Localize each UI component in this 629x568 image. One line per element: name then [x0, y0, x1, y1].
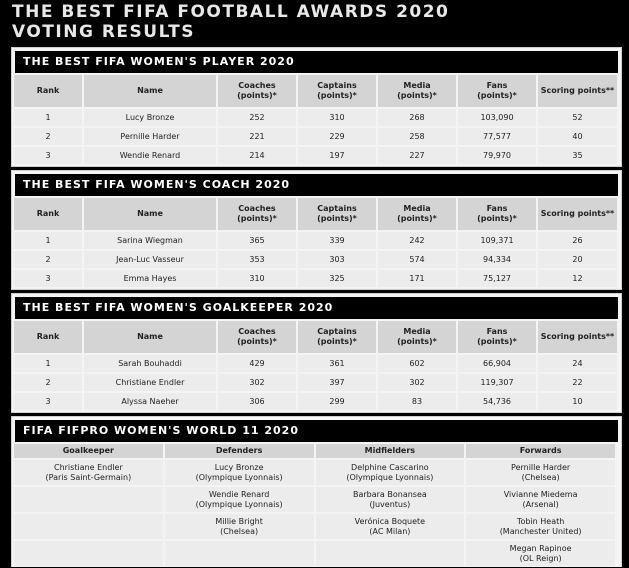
table-row — [14, 393, 617, 410]
table-row — [14, 355, 617, 372]
cell-fans: 66,904 — [458, 355, 536, 372]
col-header-captains: Captains (points)* — [298, 75, 376, 107]
page-title-line-2: VOTING RESULTS — [12, 22, 195, 42]
player-cell — [466, 514, 615, 539]
player-cell — [316, 514, 465, 539]
player-name: Vivianne Miedema — [503, 489, 578, 499]
col-header-position: Forwards — [466, 444, 615, 458]
player-cell — [466, 460, 615, 485]
player-club: (Olympique Lyonnais) — [195, 499, 283, 509]
player-name: Pernille Harder — [511, 462, 571, 472]
cell-captains: 361 — [298, 355, 376, 372]
coach-panel — [11, 170, 622, 290]
cell-coaches: 221 — [218, 128, 296, 145]
col-header-coaches: Coaches (points)* — [218, 198, 296, 230]
table-row — [14, 374, 617, 391]
player-name: Wendie Renard — [208, 489, 270, 499]
cell-fans: 79,970 — [458, 147, 536, 164]
cell-rank: 3 — [14, 270, 82, 287]
page-title-line-1: THE BEST FIFA FOOTBALL AWARDS 2020 — [12, 2, 450, 22]
cell-captains: 339 — [298, 232, 376, 249]
col-header-fans: Fans (points)* — [458, 75, 536, 107]
col-header-rank: Rank — [14, 321, 82, 353]
cell-fans: 109,371 — [458, 232, 536, 249]
player-club: (Olympique Lyonnais) — [346, 472, 434, 482]
cell-scoring: 35 — [538, 147, 617, 164]
cell-rank: 3 — [14, 147, 82, 164]
cell-fans: 75,127 — [458, 270, 536, 287]
table-header-row — [14, 444, 615, 458]
cell-scoring: 12 — [538, 270, 617, 287]
table-row — [14, 251, 617, 268]
table-header-row — [14, 198, 617, 230]
cell-name: Emma Hayes — [84, 270, 216, 287]
col-header-position: Goalkeeper — [14, 444, 163, 458]
cell-name: Christiane Endler — [84, 374, 216, 391]
player-club: (Arsenal) — [522, 499, 559, 509]
col-header-media: Media (points)* — [378, 75, 456, 107]
col-header-captains: Captains (points)* — [298, 198, 376, 230]
table-row — [14, 541, 615, 566]
cell-scoring: 40 — [538, 128, 617, 145]
cell-captains: 310 — [298, 109, 376, 126]
player-cell — [165, 487, 314, 512]
cell-captains: 229 — [298, 128, 376, 145]
col-header-scoring: Scoring points** — [538, 198, 617, 230]
goalkeeper-panel-title: THE BEST FIFA WOMEN'S GOALKEEPER 2020 — [15, 297, 618, 319]
player-club: (OL Reign) — [519, 553, 562, 563]
cell-coaches: 429 — [218, 355, 296, 372]
cell-fans: 103,090 — [458, 109, 536, 126]
col-header-coaches: Coaches (points)* — [218, 75, 296, 107]
table-row — [14, 232, 617, 249]
player-cell — [316, 487, 465, 512]
player-cell — [165, 460, 314, 485]
cell-media: 242 — [378, 232, 456, 249]
goalkeeper-panel — [11, 293, 622, 413]
player-name: Lucy Bronze — [214, 462, 264, 472]
player-club: (Chelsea) — [220, 526, 259, 536]
col-header-captains: Captains (points)* — [298, 321, 376, 353]
cell-scoring: 20 — [538, 251, 617, 268]
cell-media: 302 — [378, 374, 456, 391]
player-name: Christiane Endler — [53, 462, 123, 472]
cell-scoring: 22 — [538, 374, 617, 391]
col-header-name: Name — [84, 75, 216, 107]
cell-name: Jean-Luc Vasseur — [84, 251, 216, 268]
player-table — [12, 73, 619, 166]
cell-coaches: 302 — [218, 374, 296, 391]
player-cell — [165, 514, 314, 539]
cell-media: 258 — [378, 128, 456, 145]
player-cell — [14, 460, 163, 485]
player-cell — [316, 541, 465, 566]
cell-rank: 1 — [14, 355, 82, 372]
cell-rank: 1 — [14, 109, 82, 126]
table-row — [14, 460, 615, 485]
player-club: (Juventus) — [369, 499, 411, 509]
player-panel-title: THE BEST FIFA WOMEN'S PLAYER 2020 — [15, 51, 618, 73]
cell-captains: 397 — [298, 374, 376, 391]
cell-captains: 197 — [298, 147, 376, 164]
table-row — [14, 487, 615, 512]
col-header-position: Defenders — [165, 444, 314, 458]
coach-table — [12, 196, 619, 289]
cell-scoring: 10 — [538, 393, 617, 410]
page-title — [12, 2, 449, 42]
player-cell — [14, 487, 163, 512]
col-header-scoring: Scoring points** — [538, 321, 617, 353]
player-club: (Olympique Lyonnais) — [195, 472, 283, 482]
cell-media: 574 — [378, 251, 456, 268]
col-header-media: Media (points)* — [378, 198, 456, 230]
table-row — [14, 270, 617, 287]
player-cell — [14, 514, 163, 539]
cell-rank: 1 — [14, 232, 82, 249]
col-header-rank: Rank — [14, 75, 82, 107]
col-header-fans: Fans (points)* — [458, 198, 536, 230]
col-header-fans: Fans (points)* — [458, 321, 536, 353]
player-panel — [11, 47, 622, 167]
table-header-row — [14, 321, 617, 353]
world11-panel — [11, 416, 622, 567]
cell-captains: 325 — [298, 270, 376, 287]
coach-panel-title: THE BEST FIFA WOMEN'S COACH 2020 — [15, 174, 618, 196]
player-name: Megan Rapinoe — [509, 543, 572, 553]
cell-name: Alyssa Naeher — [84, 393, 216, 410]
cell-fans: 119,307 — [458, 374, 536, 391]
cell-coaches: 310 — [218, 270, 296, 287]
cell-name: Sarah Bouhaddi — [84, 355, 216, 372]
player-club: (Chelsea) — [521, 472, 560, 482]
cell-name: Sarina Wiegman — [84, 232, 216, 249]
cell-captains: 303 — [298, 251, 376, 268]
cell-coaches: 353 — [218, 251, 296, 268]
cell-name: Lucy Bronze — [84, 109, 216, 126]
table-row — [14, 514, 615, 539]
cell-rank: 2 — [14, 128, 82, 145]
col-header-rank: Rank — [14, 198, 82, 230]
table-header-row — [14, 75, 617, 107]
cell-captains: 299 — [298, 393, 376, 410]
cell-name: Pernille Harder — [84, 128, 216, 145]
player-name: Delphine Cascarino — [351, 462, 429, 472]
cell-scoring: 52 — [538, 109, 617, 126]
cell-name: Wendie Renard — [84, 147, 216, 164]
player-name: Tobin Heath — [516, 516, 565, 526]
cell-fans: 54,736 — [458, 393, 536, 410]
player-cell — [466, 487, 615, 512]
cell-media: 83 — [378, 393, 456, 410]
col-header-scoring: Scoring points** — [538, 75, 617, 107]
cell-scoring: 26 — [538, 232, 617, 249]
player-cell — [316, 460, 465, 485]
cell-fans: 94,334 — [458, 251, 536, 268]
table-row — [14, 109, 617, 126]
cell-media: 268 — [378, 109, 456, 126]
player-cell — [466, 541, 615, 566]
player-club: (Manchester United) — [499, 526, 582, 536]
col-header-media: Media (points)* — [378, 321, 456, 353]
player-cell — [14, 541, 163, 566]
player-name: Barbara Bonansea — [352, 489, 427, 499]
cell-coaches: 365 — [218, 232, 296, 249]
col-header-name: Name — [84, 198, 216, 230]
cell-media: 602 — [378, 355, 456, 372]
col-header-position: Midfielders — [316, 444, 465, 458]
player-name: Millie Bright — [215, 516, 263, 526]
player-name: Verónica Boquete — [354, 516, 426, 526]
cell-fans: 77,577 — [458, 128, 536, 145]
cell-media: 171 — [378, 270, 456, 287]
player-cell — [165, 541, 314, 566]
cell-scoring: 24 — [538, 355, 617, 372]
cell-rank: 2 — [14, 374, 82, 391]
cell-coaches: 252 — [218, 109, 296, 126]
col-header-coaches: Coaches (points)* — [218, 321, 296, 353]
cell-coaches: 214 — [218, 147, 296, 164]
table-row — [14, 128, 617, 145]
col-header-name: Name — [84, 321, 216, 353]
cell-rank: 3 — [14, 393, 82, 410]
player-club: (AC Milan) — [369, 526, 411, 536]
goalkeeper-table — [12, 319, 619, 412]
player-club: (Paris Saint-Germain) — [45, 472, 132, 482]
cell-coaches: 306 — [218, 393, 296, 410]
world11-table — [12, 442, 617, 568]
cell-media: 227 — [378, 147, 456, 164]
world11-panel-title: FIFA FIFPRO WOMEN'S WORLD 11 2020 — [15, 420, 618, 442]
table-row — [14, 147, 617, 164]
cell-rank: 2 — [14, 251, 82, 268]
